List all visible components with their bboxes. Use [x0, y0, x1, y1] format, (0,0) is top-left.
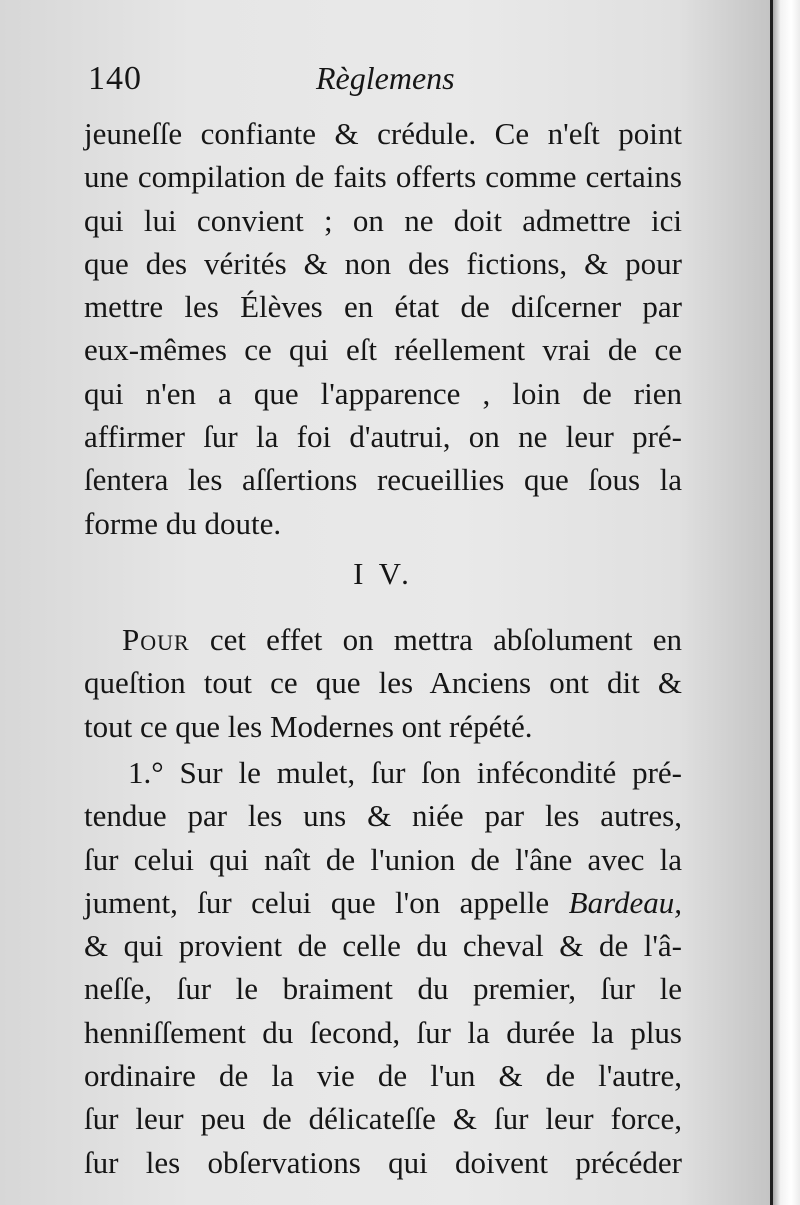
- text-line: tout ce que les Modernes ont répété.: [84, 708, 533, 744]
- text-line-prefix: jument, ſur celui que l'on appelle: [84, 884, 550, 920]
- text-line: ſur les obſervations qui doivent précéder: [84, 1144, 682, 1180]
- text-line: mettre les Élèves en état de diſcerner par: [84, 289, 682, 325]
- text-line: 1.° Sur le mulet, ſur ſon infécondité pré-: [128, 755, 682, 790]
- text-line: ordinaire de la vie de l'un & de l'autre,: [84, 1058, 682, 1094]
- text-line: qui lui convient ; on ne doit admettre ici: [84, 202, 682, 238]
- text-line: qui n'en a que l'apparence , loin de rien: [84, 375, 682, 411]
- text-line: queſtion tout ce que les Anciens ont dit &: [84, 665, 682, 701]
- text-line: forme du doute.: [84, 505, 282, 541]
- text-line: neſſe, ſur le braiment du premier, ſur le: [84, 971, 682, 1007]
- text-line: ſur leur peu de délicateſſe & ſur leur force,: [84, 1101, 682, 1137]
- page-header: [88, 60, 688, 104]
- page-edge-shadow: [770, 0, 773, 1205]
- paragraph-3: [84, 751, 682, 1184]
- text-line: [84, 618, 682, 661]
- small-caps-lead: Pour: [122, 622, 190, 657]
- text-line: affirmer ſur la foi d'autrui, on ne leur pré-: [84, 419, 682, 455]
- text-line: henniſſement du ſecond, ſur la durée la plus: [84, 1014, 682, 1050]
- text-line: jeuneſſe confiante & crédule. Ce n'eſt point: [84, 116, 682, 151]
- text-line: ſur celui qui naît de l'union de l'âne avec la: [84, 841, 682, 877]
- text-line-rest: cet effet on mettra abſolument en: [209, 622, 682, 657]
- paragraph-1: [84, 112, 682, 545]
- text-line: & qui provient de celle du cheval & de l'â-: [84, 928, 682, 964]
- text-line: tendue par les uns & niée par les autres,: [84, 798, 682, 834]
- text-line: ſentera les aſſertions recueillies que ſous la: [84, 462, 682, 498]
- paragraph-2: [84, 618, 682, 748]
- text-line: une compilation de faits offerts comme certains: [84, 159, 682, 195]
- page-gutter: [770, 0, 800, 1205]
- text-line: [84, 881, 682, 924]
- text-line: eux-mêmes ce qui eſt réellement vrai de ce: [84, 332, 682, 368]
- text-line: que des vérités & non des fictions, & pour: [84, 245, 682, 281]
- running-title: Règlemens: [316, 60, 455, 96]
- page-number: 140: [88, 60, 142, 97]
- italic-term: Bardeau,: [568, 884, 683, 920]
- section-heading: I V.: [353, 556, 413, 591]
